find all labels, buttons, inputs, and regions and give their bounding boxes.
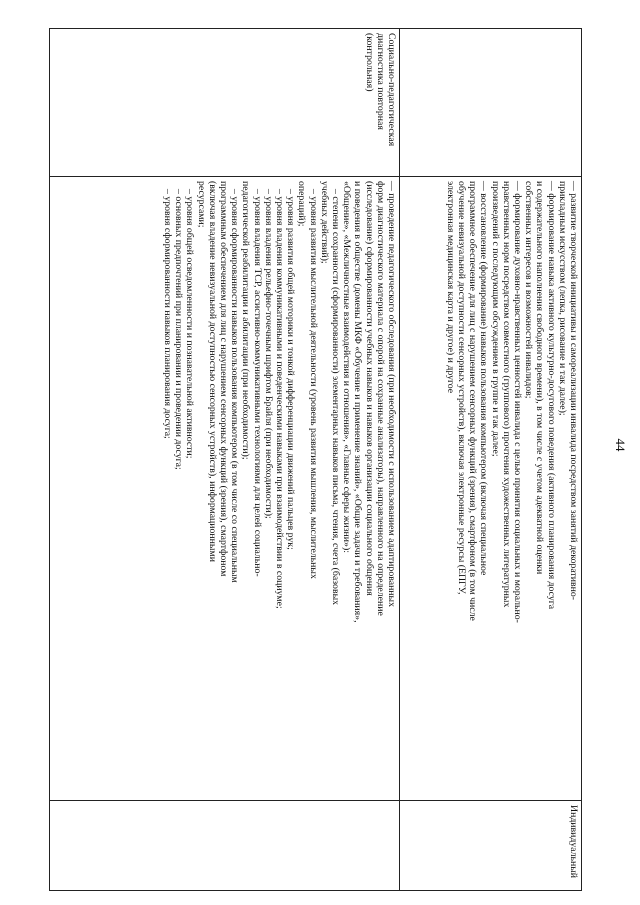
content-line: собственных интересов и возможностей инвалидов; — [523, 181, 535, 399]
content-line: программное обеспечение для лиц с нарушением сенсорных функций (зрения), смартфоном (в том числе — [467, 181, 479, 621]
content-line: нравственных норм посредством совместного (группового) прочтения художественных литературных — [500, 181, 512, 608]
content-line: – уровня владения рельефно-точечным шрифтом Брайля (при необходимости); — [262, 189, 274, 519]
content-line: ресурсами; — [195, 181, 207, 228]
content-line: – уровня владения коммуникативными и поведенческими навыками при взаимодействии в социуме; — [273, 189, 285, 609]
content-line: прикладным искусством (лепка, рисование и так далее); — [556, 181, 568, 416]
content-line: — формирование навыка активного культурно-досугового поведения (активного планирования досуга — [545, 181, 557, 610]
content-line: и содержательного наполнения свободного времени), в том числе с учетом адекватной оценки — [534, 181, 546, 575]
content-line: педагогической реабилитации и абилитации (при необходимости); — [240, 181, 252, 460]
content-line: – уровня развития общей моторики и тонкой дифференциации движений пальцев рук; — [285, 189, 297, 550]
stage-cell — [50, 29, 400, 177]
table-row — [50, 29, 400, 891]
content-line: — восстановление (формирование) навыков пользования компьютером (включая специальное — [478, 181, 490, 576]
stage-cell — [400, 29, 582, 177]
stage-text: Социально-педагогическая диагностика повторная (контрольная) — [363, 33, 397, 147]
type-text: Индивидуальный — [568, 805, 579, 879]
content-line: – степени сохранности (сформированности) элементарных навыков письма, чтения, счета (базовых — [329, 189, 341, 606]
page-number: 44 — [613, 438, 628, 452]
content-line: — развитие творческой инициативы и самореализации инвалида посредством занятий декоративно- — [568, 181, 579, 601]
document-table — [49, 28, 582, 891]
content-line: обучение невизуальной доступности сенсорных устройств), включая электронные ресурсы (ЕПГУ, — [455, 181, 467, 595]
content-line: (исследование) сформированности учебных навыков и навыков организации социального общения — [363, 181, 375, 596]
content-line: — формирование духовно-нравственных ценностей инвалида с целью принятия социальных и морально- — [511, 181, 523, 623]
table-row — [400, 29, 582, 891]
content-line: – уровня развития мыслительной деятельности (уровень развития мышления, мыслительных — [307, 189, 319, 579]
content-line: – уровня общей осведомленности и познавательной активности; — [184, 189, 196, 459]
content-line: произведений с последующим обсуждением в группе и так далее; — [489, 181, 501, 457]
content-line: форм диагностического материала с опорой на сохранные анализаторы), направленного на определение — [374, 181, 386, 616]
content-line: (включая владение невизуальной доступностью сенсорных устройств), информационными — [206, 181, 218, 562]
content-cell — [400, 177, 582, 801]
content-line: – уровня сформированности навыков пользования компьютером (в том числе со специальным — [229, 189, 241, 583]
rotated-table-container — [50, 28, 582, 890]
content-cell — [50, 177, 400, 801]
content-line: «Общение», «Межличностные взаимодействия и отношения», «Главные сферы жизни»): — [341, 181, 353, 553]
content-line: – уровня сформированности навыков планирования досуга; — [161, 189, 173, 439]
type-cell — [400, 801, 582, 891]
content-line: учебных действий); — [318, 181, 330, 264]
content-line: операций); — [296, 181, 308, 227]
content-line: и поведения в обществе (домены МКФ «Обучение и применение знаний», «Общие задачи и требования», — [352, 181, 364, 623]
content-line: – уровня владения ТСР, ассистивно-коммуникативными технологиями для целей социально- — [251, 189, 263, 577]
content-line: — проведение педагогического обследования (при необходимости с использованием адаптированных — [386, 181, 397, 608]
content-line: программным обеспечением для лиц с нарушением сенсорных функций (зрения), смартфоном — [217, 181, 229, 577]
type-cell — [50, 801, 400, 891]
content-line: электронная медицинская карта и другое) и другое — [444, 181, 456, 394]
content-line: – основных предпочтений при планировании и проведении досуга; — [173, 189, 185, 470]
